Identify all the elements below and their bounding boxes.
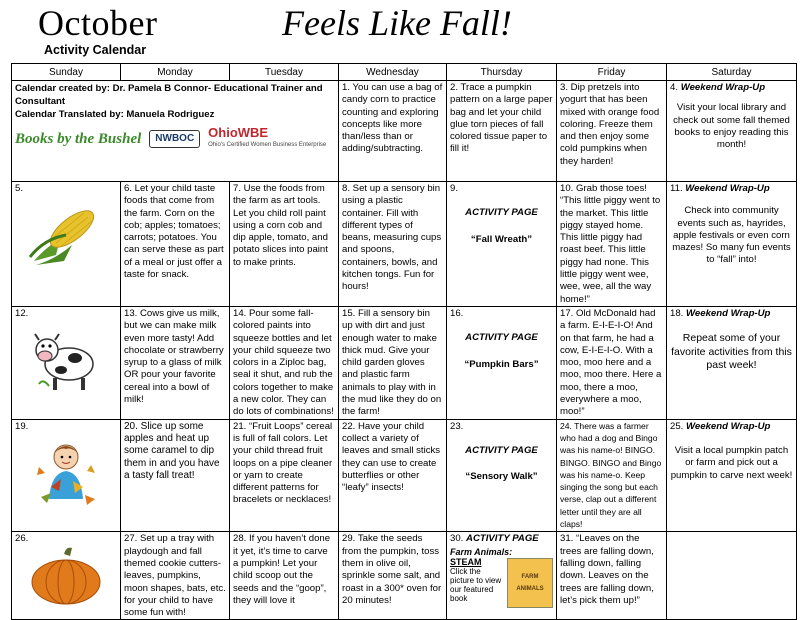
sponsor-logos	[15, 127, 335, 152]
day-number: 18.	[670, 307, 684, 319]
day-7: 7. Use the foods from the farm as art tools. Let you child roll paint using a corn cob and dip apple, tomato, and potato slices into paint to make prints.	[230, 182, 339, 307]
activity-calendar	[11, 63, 797, 620]
activity-page-label[interactable]: ACTIVITY PAGE	[466, 533, 539, 545]
weekend-wrapup-title: Weekend Wrap-Up	[686, 307, 771, 319]
activity-page-sensory-walk[interactable]: “Sensory Walk”	[465, 471, 538, 483]
day-number: 26.	[15, 533, 29, 545]
day-15: 15. Fill a sensory bin up with dirt and just enough water to make thick mud. Give your child garden gloves and plastic farm animals to play with in the mud like they do on the farm!	[339, 306, 447, 419]
calendar-tagline: Feels Like Fall!	[282, 3, 512, 43]
activity-page-label[interactable]: ACTIVITY PAGE	[465, 207, 538, 219]
day-empty	[667, 532, 797, 620]
day-11	[667, 182, 797, 307]
day-header-tuesday: Tuesday	[230, 64, 339, 81]
day-number: 30.	[450, 533, 464, 545]
day-3: 3. Dip pretzels into yogurt that has been mixed with orange food coloring. Freeze them and then enjoy some cold pumpkins when they harden!	[557, 81, 667, 182]
day-30	[447, 532, 557, 620]
day-14: 14. Pour some fall-colored paints into squeeze bottles and let your child squeeze two colors in a Ziploc bag, seal it shut, and rub the colors together to make a new color. They can do lots of combinations!	[230, 306, 339, 419]
featured-book-cover[interactable]: FARM ANIMALS	[507, 558, 553, 608]
day-6: 6. Let your child taste foods that come from the farm. Corn on the cob; apples; tomatoes; carrots; potatoes. You can serve these as part of a meal or just offer a taste for snack.	[121, 182, 230, 307]
calendar-month: October	[38, 3, 158, 43]
farm-animals-title: Farm Animals:	[450, 546, 513, 557]
credits-cell	[12, 81, 339, 182]
day-24: 24. There was a farmer who had a dog and Bingo was his name-o! BINGO. BINGO. BINGO and Bingo was his name-o. Keep singing the song but each verse, clap out a different letter until they are all claps!	[557, 419, 667, 532]
weekend-wrapup-title: Weekend Wrap-Up	[686, 420, 771, 432]
calendar-subtitle: Activity Calendar	[44, 43, 147, 57]
featured-book-note: Click the picture to view our featured book	[450, 566, 502, 603]
books-by-the-bushel-logo[interactable]: Books by the Bushel	[15, 131, 142, 148]
day-number: 12.	[15, 307, 29, 319]
day-4	[667, 81, 797, 182]
weekend-wrapup-title: Weekend Wrap-Up	[685, 183, 770, 194]
day-8: 8. Set up a sensory bin using a plastic container. Fill with different types of beans, measuring cups and spoons, containers, bowls, and kitchen tongs. Fun for hours!	[339, 182, 447, 307]
activity-page-pumpkin-bars[interactable]: “Pumpkin Bars”	[464, 358, 539, 370]
day-18	[667, 306, 797, 419]
day-number: 4.	[670, 82, 679, 93]
day-12	[12, 306, 121, 419]
day-number: 16.	[450, 307, 464, 319]
ohio-wbe-logo: OhioWBE Ohio's Certified Women Business Enterprise	[208, 125, 327, 149]
activity-page-fall-wreath[interactable]: “Fall Wreath”	[470, 233, 533, 245]
child-with-leaves-icon	[31, 437, 101, 511]
weekend-wrapup-body: Visit your local library and check out some fall themed books to enjoy reading this month!	[673, 102, 790, 151]
day-header-monday: Monday	[121, 64, 230, 81]
steam-link[interactable]: STEAM	[450, 556, 482, 567]
credits-translated-by: Calendar Translated by: Manuela Rodriguez	[15, 109, 215, 120]
day-23	[447, 419, 557, 532]
corn-icon	[26, 199, 106, 269]
pumpkin-icon	[26, 546, 106, 608]
day-19	[12, 419, 121, 532]
day-header-saturday: Saturday	[667, 64, 797, 81]
day-13: 13. Cows give us milk, but we can make milk even more tasty! Add chocolate or strawberry syrup to a glass of milk OR pour your favorite cereal into a bowl of milk!	[121, 306, 230, 419]
day-1: 1. You can use a bag of candy corn to practice counting and exploring concepts like more than/less than or adding/subtracting.	[339, 81, 447, 182]
day-28: 28. If you haven’t done it yet, it’s time to carve a pumpkin! Let your child scoop out the seeds and the “goop”, they will love it	[230, 532, 339, 620]
activity-page-label[interactable]: ACTIVITY PAGE	[465, 444, 538, 456]
day-header-thursday: Thursday	[447, 64, 557, 81]
day-20: 20. Slice up some apples and heat up some caramel to dip them in and you have a tasty fall treat!	[121, 419, 230, 532]
weekend-wrapup-title: Weekend Wrap-Up	[680, 82, 766, 93]
weekend-wrapup-body: Visit a local pumpkin patch or farm and pick out a pumpkin to carve next week!	[670, 444, 793, 481]
day-26	[12, 532, 121, 620]
day-16	[447, 306, 557, 419]
day-number: 23.	[450, 420, 464, 432]
day-number: 19.	[15, 420, 29, 432]
day-31: 31. “Leaves on the trees are falling down, falling down, falling down. Leaves on the trees are falling down, let’s pick them up!”	[557, 532, 667, 620]
day-number: 11.	[670, 183, 683, 194]
day-25	[667, 419, 797, 532]
day-22: 22. Have your child collect a variety of leaves and small sticks they can use to create butterflies or other “leafy” insects!	[339, 419, 447, 532]
nwboc-logo: NWBOC	[149, 130, 200, 148]
day-5	[12, 182, 121, 307]
weekend-wrapup-body: Repeat some of your favorite activities from this past week!	[671, 332, 792, 372]
day-header-wednesday: Wednesday	[339, 64, 447, 81]
day-17: 17. Old McDonald had a farm. E-I-E-I-O! And on that farm, he had a cow, E-I-E-I-O. With a moo, moo here and a moo, moo there. Here a moo, there a moo, everywhere a moo, moo!”	[557, 306, 667, 419]
cow-icon	[31, 324, 101, 396]
day-number: 9.	[450, 183, 459, 194]
day-9	[447, 182, 557, 307]
credits-created-by: Calendar created by: Dr. Pamela B Connor- Educational Trainer and Consultant	[15, 83, 323, 107]
day-10: 10. Grab those toes! “This little piggy went to the market. This little piggy stayed home. This little piggy had roast beef. This little piggy had none. This little piggy went wee, wee, wee, all the way home!”	[557, 182, 667, 307]
day-number: 5.	[15, 183, 24, 194]
day-29: 29. Take the seeds from the pumpkin, toss them in olive oil, sprinkle some salt, and roast in a 300* oven for 20 minutes!	[339, 532, 447, 620]
day-header-sunday: Sunday	[12, 64, 121, 81]
day-21: 21. “Fruit Loops” cereal is full of fall colors. Let your child thread fruit loops on a pipe cleaner or yarn to create different patterns for bracelets or necklaces!	[230, 419, 339, 532]
day-number: 25.	[670, 420, 684, 432]
day-27: 27. Set up a tray with playdough and fall themed cookie cutters-leaves, pumpkins, moon shapes, bats, etc. for your child to have some fun with!	[121, 532, 230, 620]
activity-page-label[interactable]: ACTIVITY PAGE	[465, 332, 538, 344]
day-header-friday: Friday	[557, 64, 667, 81]
weekend-wrapup-body: Check into community events such as, hayrides, apple festivals or even corn mazes! So many fun events to “fall” into!	[672, 205, 791, 266]
day-2: 2. Trace a pumpkin pattern on a large paper bag and let your child glue torn pieces of fall colored tissue paper to fill it!	[447, 81, 557, 182]
